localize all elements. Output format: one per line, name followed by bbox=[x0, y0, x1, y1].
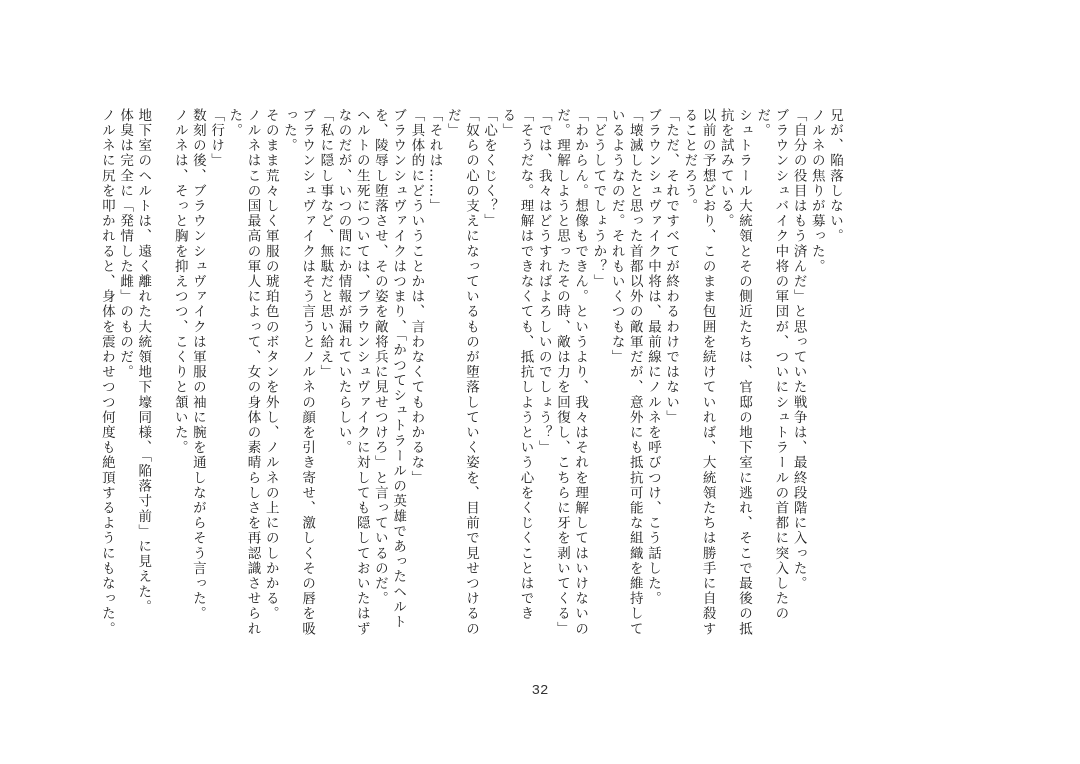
text-paragraph: ブラウンシュヴァイク中将は、最前線にノルネを呼びつけ、こう話した。 bbox=[644, 108, 661, 607]
text-paragraph: ヘルトの生死については、ブラウンシュヴァイクに対しても隠しておいたはずなのだが、いつの間にか情報が漏れていたらしい。 bbox=[335, 108, 370, 637]
blank-line bbox=[152, 108, 170, 638]
text-paragraph: ブラウンシュヴァイクはつまり、「かつてシュトラールの英雄であったヘルトを、陵辱し堕落させ、その姿を敵将兵に見せつけろ」と言っているのだ。 bbox=[371, 108, 407, 630]
text-paragraph: 「どうしてでしょうか？」 bbox=[590, 108, 607, 290]
text-paragraph: ノルネはこの国最高の軍人によって、女の身体の素晴らしさを再認識させられた。 bbox=[226, 108, 261, 637]
text-paragraph: そのまま荒々しく軍服の琥珀色のボタンを外し、ノルネの上にのしかかる。 bbox=[262, 108, 279, 622]
text-paragraph: 「具体的にどういうことかは、言わなくてもわかるな」 bbox=[408, 108, 425, 486]
text-paragraph: 「行け」 bbox=[208, 108, 225, 169]
text-paragraph: ノルネの焦りが募った。 bbox=[808, 108, 825, 275]
text-paragraph: 「壊滅したと思った首都以外の敵軍だが、意外にも抵抗可能な組織を維持しているようなのだ。それもいくつもな」 bbox=[608, 108, 643, 637]
text-paragraph: 以前の予想どおり、このまま包囲を続けていれば、大統領たちは勝手に自殺することだろう。 bbox=[681, 108, 716, 637]
page-number: 32 bbox=[531, 683, 549, 699]
text-paragraph: ブラウンシュヴァイクはそう言うとノルネの顔を引き寄せ、激しくその唇を吸った。 bbox=[280, 108, 316, 637]
text-paragraph: 「私に隠し事など、無駄だと思い給え」 bbox=[317, 108, 334, 380]
text-paragraph: 「心をくじく？」 bbox=[481, 108, 498, 229]
text-paragraph: 「では、我々はどうすればよろしいのでしょう？」 bbox=[535, 108, 552, 456]
text-paragraph: ブラウンシュバイク中将の軍団が、ついにシュトラールの首都に突入したのだ。 bbox=[754, 108, 789, 622]
text-paragraph: 数刻の後、ブラウンシュヴァイクは軍服の袖に腕を通しながらそう言った。 bbox=[189, 108, 206, 622]
text-paragraph: 「わからん。想像もできん。というより、我々はそれを理解してはいけないのだ。理解しようと思ったその時、敵は力を回復し、こちらに牙を剥いてくる」 bbox=[553, 108, 589, 637]
vertical-text-body bbox=[98, 108, 844, 638]
text-paragraph: シュトラール大統領とその側近たちは、官邸の地下室に逃れ、そこで最後の抵抗を試みている。 bbox=[717, 108, 752, 637]
text-paragraph: 体臭は完全に「発情した雌」のものだ。 bbox=[117, 108, 134, 380]
text-paragraph: 「それは……」 bbox=[426, 108, 443, 214]
text-paragraph: 地下室のヘルトは、遠く離れた大統領地下壕同様、「陥落寸前」に見えた。 bbox=[135, 108, 152, 615]
text-paragraph: ノルネは、そっと胸を抑えつつ、こくりと頷いた。 bbox=[171, 108, 188, 456]
text-paragraph: 「奴らの心の支えになっているものが堕落していく姿を、目前で見せつけるのだ」 bbox=[444, 108, 479, 637]
text-paragraph: 「そうだな。理解はできなくても、抵抗しようという心をくじくことはできる」 bbox=[499, 108, 534, 622]
text-paragraph: ノルネに尻を叩かれると、身体を震わせつつ何度も絶頂するようにもなった。 bbox=[98, 108, 115, 637]
text-paragraph: 兄が、陥落しない。 bbox=[827, 108, 843, 244]
text-paragraph: 「自分の役目はもう済んだ」と思っていた戦争は、最終段階に入った。 bbox=[790, 108, 807, 592]
text-paragraph: 「ただ、それですべてが終わるわけではない」 bbox=[663, 108, 680, 426]
